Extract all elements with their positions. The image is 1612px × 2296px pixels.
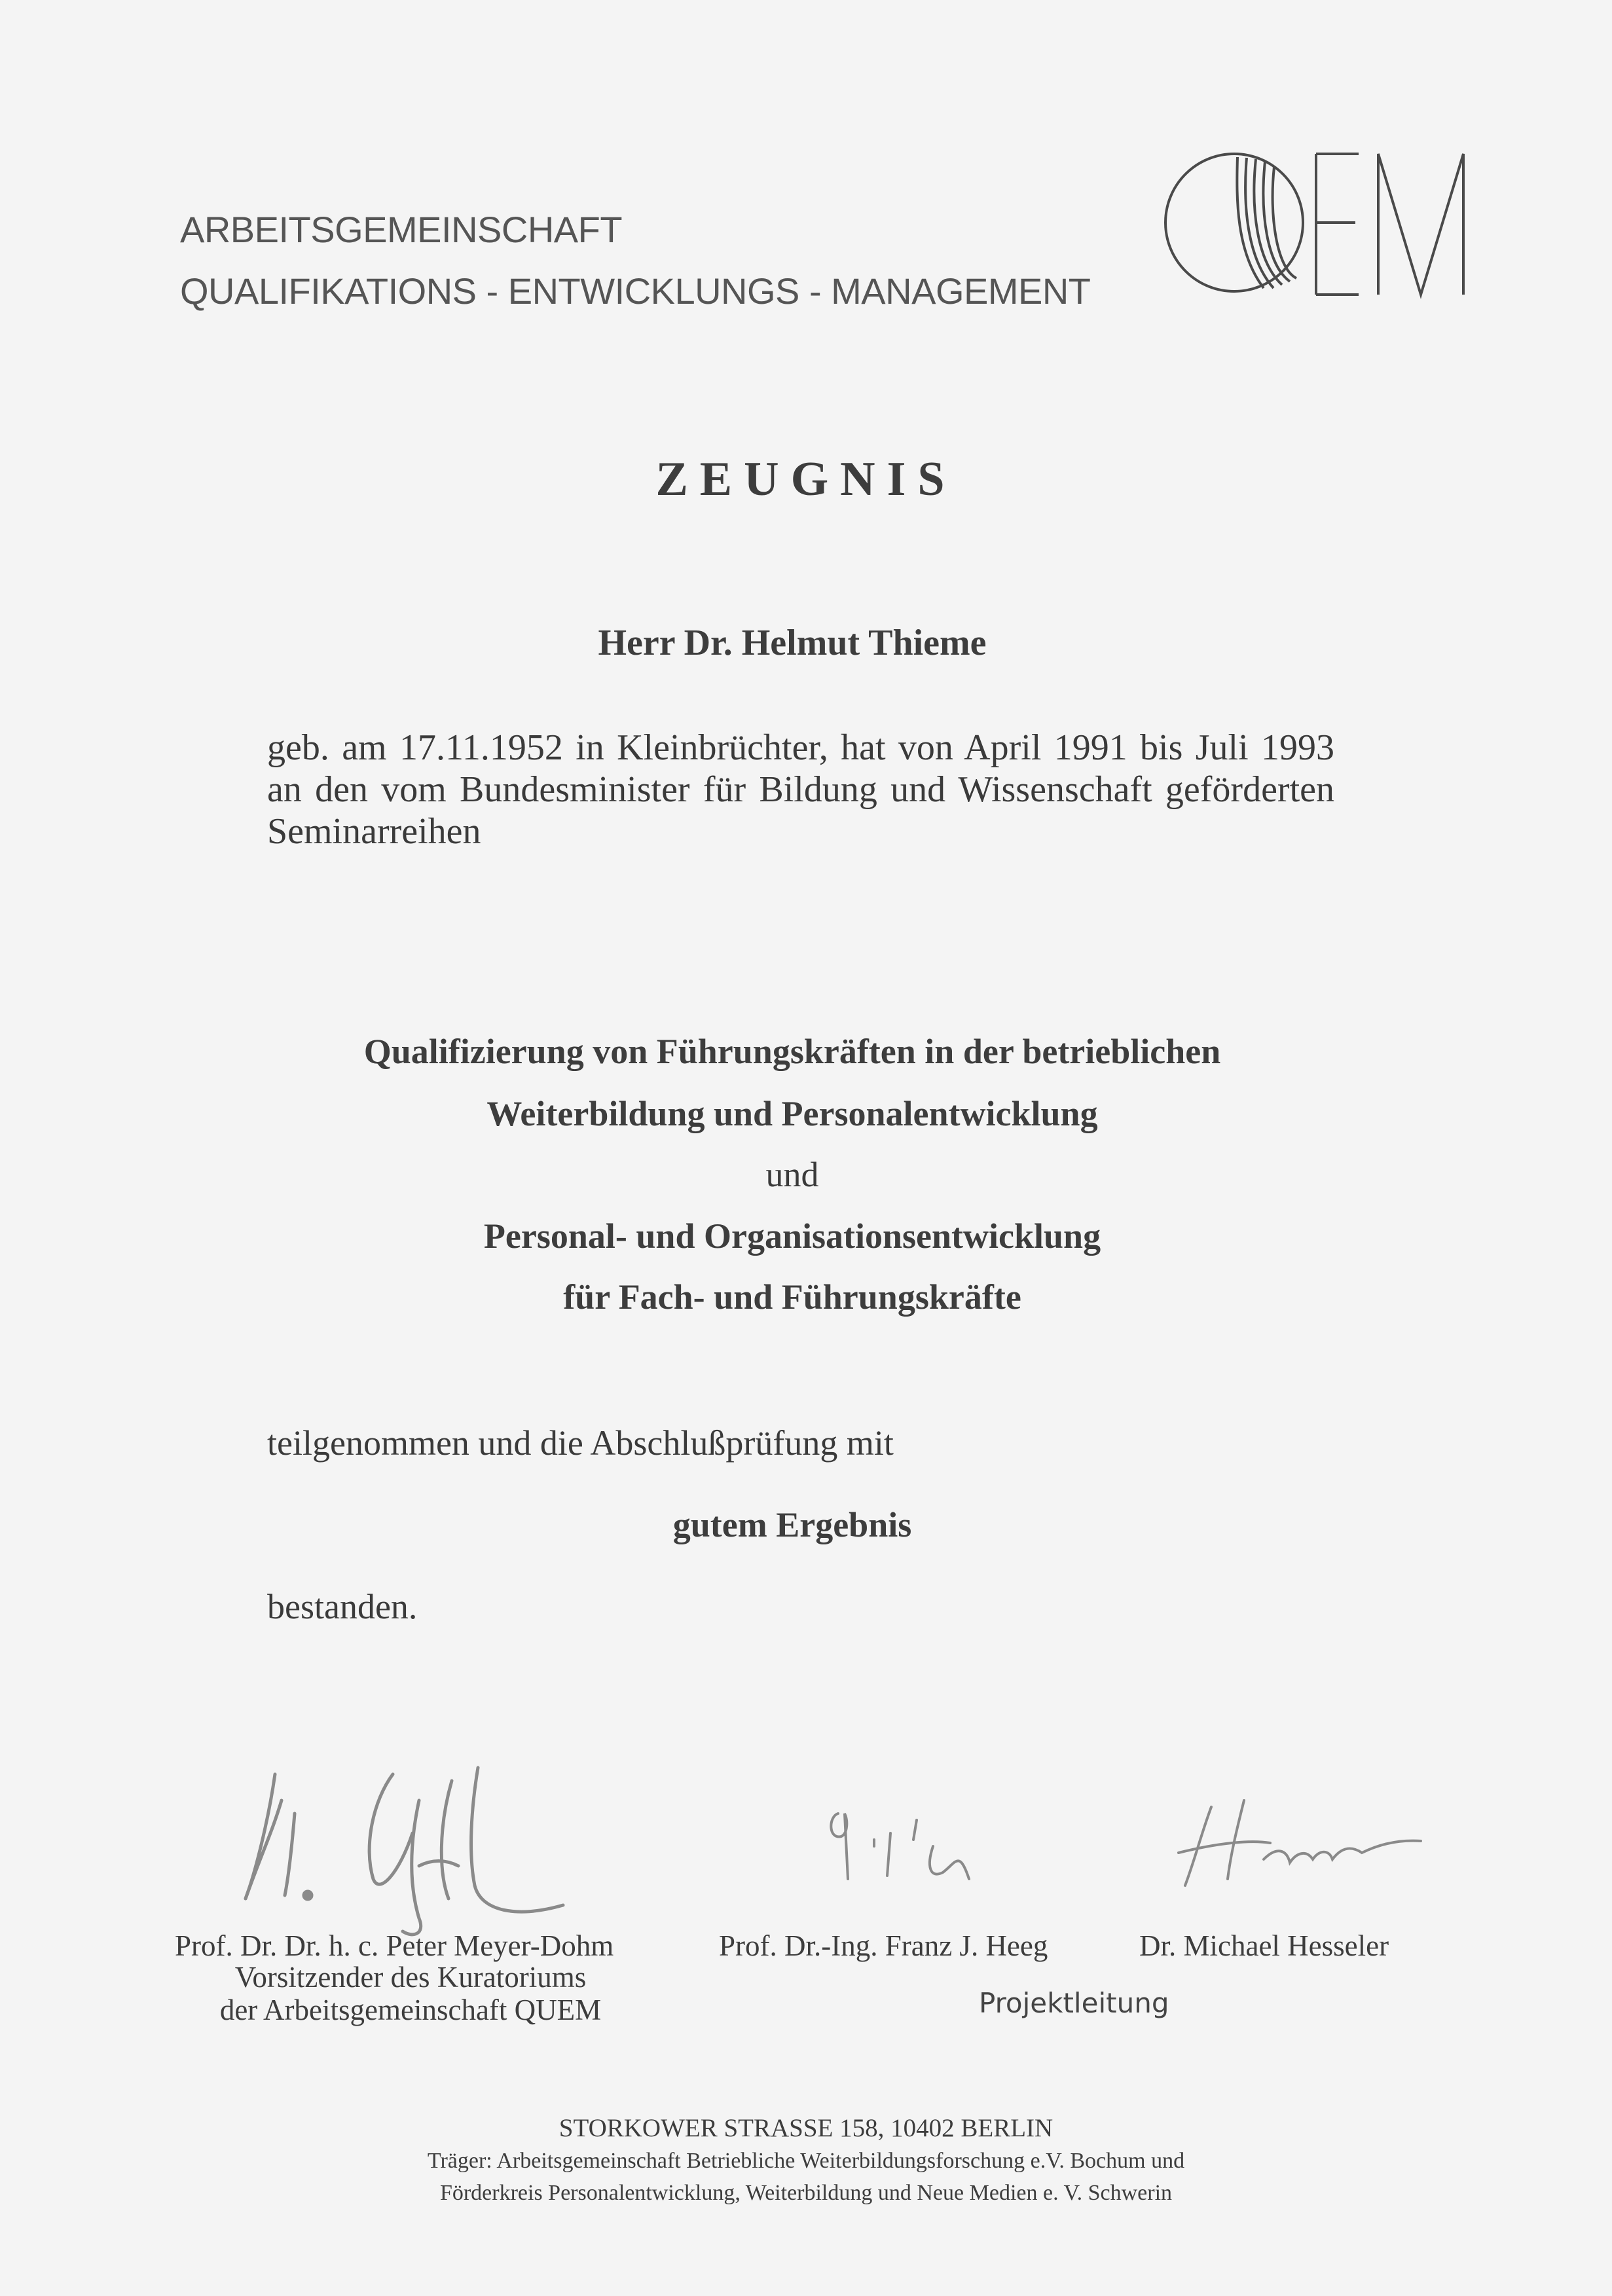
footer-address: STORKOWER STRASSE 158, 10402 BERLIN — [559, 2114, 1053, 2142]
document-title: ZEUGNIS — [655, 452, 957, 506]
signature-meyer-dohm — [223, 1755, 668, 1944]
footer-sponsor-line1: Träger: Arbeitsgemeinschaft Betriebliche Weiterbildungsforschung e.V. Bochum und — [427, 2149, 1185, 2173]
result-closing: bestanden. — [267, 1587, 418, 1626]
program-line-4: für Fach- und Führungskräfte — [563, 1277, 1021, 1317]
signatory-3-name: Dr. Michael Hesseler — [1139, 1929, 1389, 1962]
signatory-1-role — [175, 1961, 646, 2026]
signature-heeg — [812, 1794, 1008, 1918]
org-name-line1: ARBEITSGEMEINSCHAFT — [180, 209, 623, 250]
program-line-2: Weiterbildung und Personalentwicklung — [486, 1094, 1098, 1133]
recipient-name: Herr Dr. Helmut Thieme — [598, 623, 987, 663]
project-lead-label: Projektleitung — [979, 1987, 1169, 2019]
program-line-3: Personal- und Organisationsentwicklung — [483, 1216, 1101, 1256]
footer-sponsor-line2: Förderkreis Personalentwicklung, Weiterbildung und Neue Medien e. V. Schwerin — [439, 2181, 1173, 2205]
intro-paragraph: geb. am 17.11.1952 in Kleinbrüchter, hat von April 1991 bis Juli 1993 an den vom Bundesminister für Bildung und Wissenschaft geförderten Seminarreihen — [267, 727, 1334, 852]
result-grade: gutem Ergebnis — [672, 1505, 912, 1544]
program-line-1: Qualifizierung von Führungskräften in der betrieblichen — [363, 1032, 1221, 1071]
signature-hesseler — [1165, 1787, 1440, 1905]
signatory-1-role-line1: Vorsitzender des Kuratoriums — [234, 1961, 587, 1994]
quem-logo — [1159, 147, 1486, 304]
signatory-2-name: Prof. Dr.-Ing. Franz J. Heeg — [719, 1929, 1048, 1962]
org-name-line2: QUALIFIKATIONS - ENTWICKLUNGS - MANAGEMENT — [180, 270, 1091, 312]
signatory-1-name: Prof. Dr. Dr. h. c. Peter Meyer-Dohm — [175, 1929, 614, 1962]
program-connector: und — [765, 1155, 819, 1194]
signatory-1-role-line2: der Arbeitsgemeinschaft QUEM — [219, 1994, 602, 2026]
result-lead: teilgenommen und die Abschlußprüfung mit — [267, 1423, 894, 1463]
